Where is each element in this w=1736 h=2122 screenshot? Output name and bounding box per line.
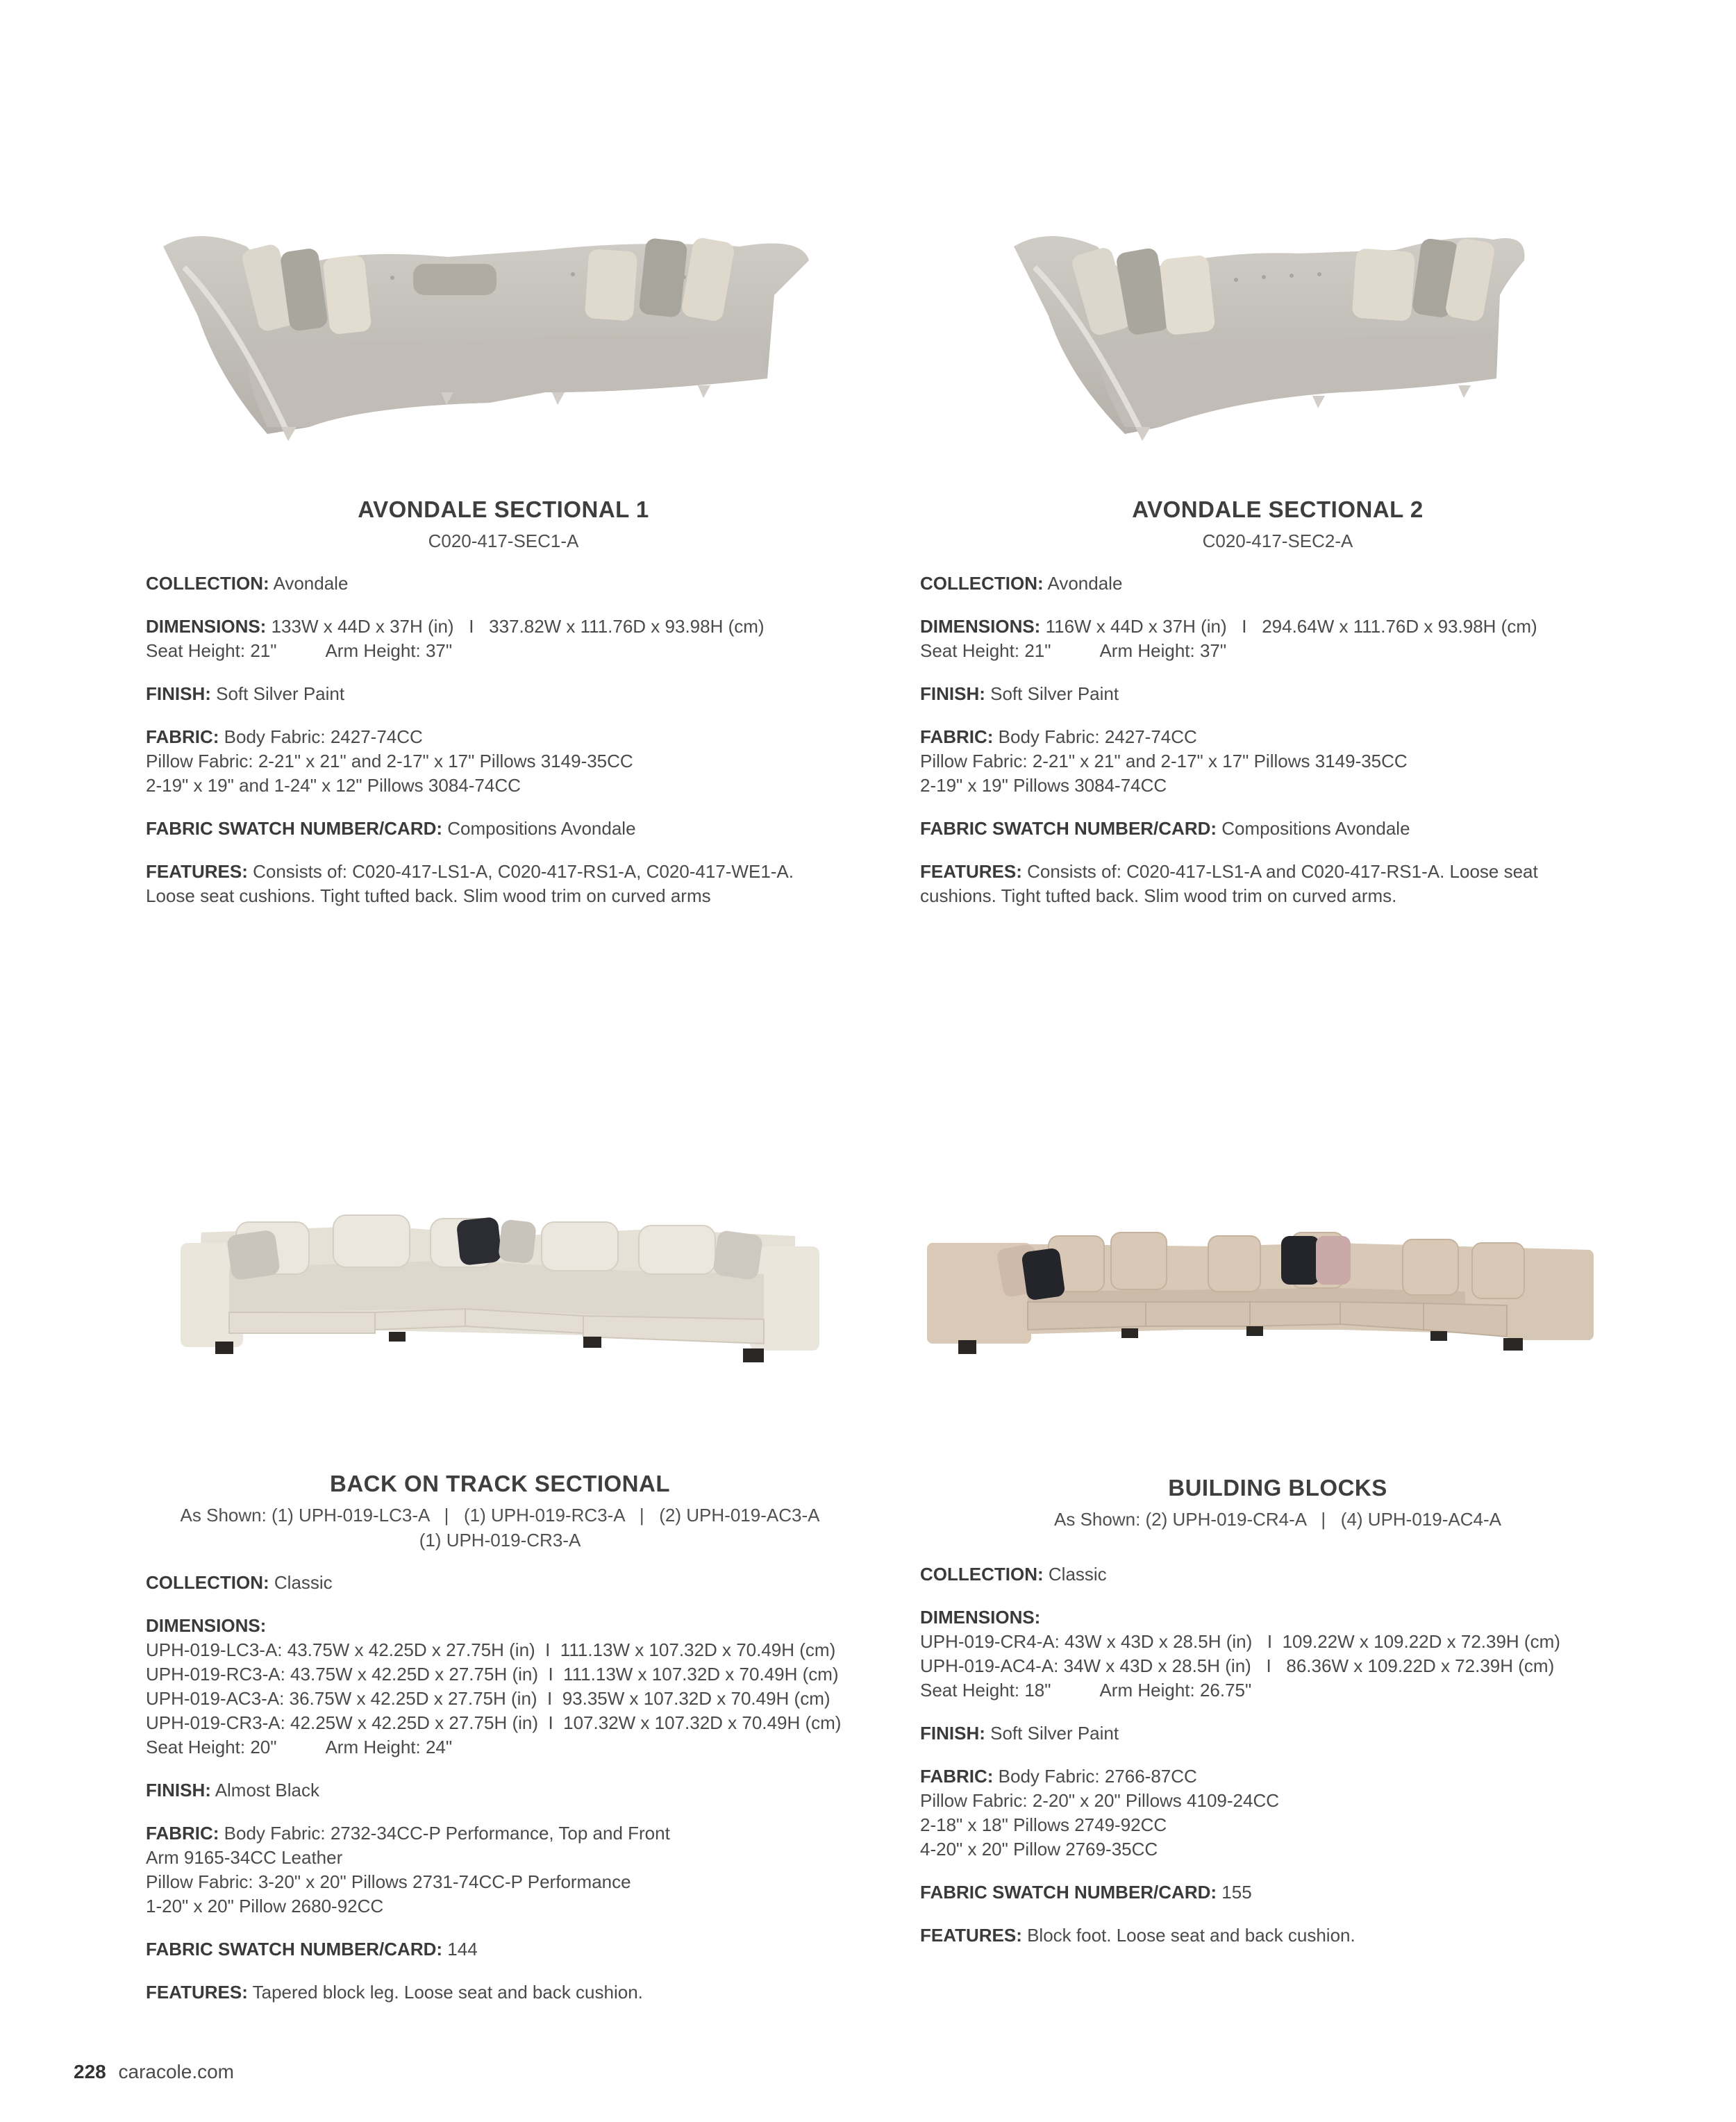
fabric-line: Body Fabric: 2766-87CC <box>998 1766 1197 1787</box>
product-sku-line: As Shown: (2) UPH-019-CR4-A | (4) UPH-019-AC4-A <box>1054 1509 1501 1530</box>
product-sku-line: As Shown: (1) UPH-019-LC3-A | (1) UPH-019-RC3-A | (2) UPH-019-AC3-A <box>180 1505 820 1526</box>
ivory-l-sectional-photo-icon <box>167 1194 830 1368</box>
features-line: Loose seat cushions. Tight tufted back. Slim wood trim on curved arms <box>146 885 711 906</box>
swatch-field <box>920 1880 1635 1905</box>
finish-value: Soft Silver Paint <box>990 683 1119 704</box>
fabric-line: 2-19" x 19" and 1-24" x 12" Pillows 3084-74CC <box>146 775 521 796</box>
finish-value: Soft Silver Paint <box>216 683 345 704</box>
swatch-value: Compositions Avondale <box>1221 818 1410 839</box>
dimensions-value: 133W x 44D x 37H (in) I 337.82W x 111.76D x 93.98H (cm) <box>271 616 765 637</box>
swatch-label: FABRIC SWATCH NUMBER/CARD: <box>146 1939 443 1960</box>
dimensions-field <box>146 615 861 663</box>
product-avondale-sectional-2 <box>920 496 1635 927</box>
features-line: Consists of: C020-417-LS1-A, C020-417-RS1-A, C020-417-WE1-A. <box>253 861 794 882</box>
swatch-label: FABRIC SWATCH NUMBER/CARD: <box>146 818 443 839</box>
collection-label: COLLECTION: <box>146 573 269 594</box>
beige-modular-sectional-photo-icon <box>924 1205 1597 1364</box>
dimensions-label: DIMENSIONS: <box>920 1607 1041 1628</box>
fabric-field <box>920 1764 1635 1862</box>
swatch-value: 144 <box>447 1939 478 1960</box>
arm-height: Arm Height: 37" <box>325 640 453 661</box>
product-sku-line: (1) UPH-019-CR3-A <box>419 1530 581 1551</box>
arm-height: Arm Height: 37" <box>1099 640 1227 661</box>
collection-label: COLLECTION: <box>920 573 1044 594</box>
arm-height: Arm Height: 26.75" <box>1099 1680 1252 1701</box>
finish-field <box>920 1721 1635 1746</box>
features-label: FEATURES: <box>920 861 1022 882</box>
finish-label: FINISH: <box>146 1780 211 1801</box>
collection-field <box>920 571 1635 596</box>
fabric-label: FABRIC: <box>920 1766 994 1787</box>
finish-value: Soft Silver Paint <box>990 1723 1119 1744</box>
finish-value: Almost Black <box>215 1780 319 1801</box>
dimensions-label: DIMENSIONS: <box>146 616 267 637</box>
product-title: BACK ON TRACK SECTIONAL <box>330 1471 670 1496</box>
fabric-line: Pillow Fabric: 3-20" x 20" Pillows 2731-74CC-P Performance <box>146 1871 631 1892</box>
product-photo-avondale-1 <box>156 219 816 441</box>
fabric-line: Arm 9165-34CC Leather <box>146 1847 343 1868</box>
tufted-curved-sectional-photo-icon <box>1007 219 1535 441</box>
site-link[interactable]: caracole.com <box>118 2061 235 2082</box>
collection-value: Avondale <box>273 573 349 594</box>
collection-value: Avondale <box>1047 573 1123 594</box>
dimension-line: UPH-019-RC3-A: 43.75W x 42.25D x 27.75H (in) I 111.13W x 107.32D x 70.49H (cm) <box>146 1664 839 1685</box>
features-label: FEATURES: <box>146 861 248 882</box>
dimension-line: UPH-019-LC3-A: 43.75W x 42.25D x 27.75H (in) I 111.13W x 107.32D x 70.49H (cm) <box>146 1639 836 1660</box>
fabric-label: FABRIC: <box>146 1823 219 1844</box>
dimensions-field <box>920 1605 1635 1703</box>
product-avondale-sectional-1 <box>146 496 861 927</box>
fabric-line: 4-20" x 20" Pillow 2769-35CC <box>920 1839 1158 1860</box>
collection-field <box>920 1562 1635 1587</box>
fabric-label: FABRIC: <box>146 726 219 747</box>
finish-field <box>146 1778 868 1803</box>
product-building-blocks <box>920 1475 1635 1966</box>
seat-height: Seat Height: 20" <box>146 1737 277 1757</box>
product-photo-back-on-track <box>167 1194 830 1368</box>
product-sku: C020-417-SEC2-A <box>1202 530 1353 551</box>
swatch-value: 155 <box>1221 1882 1252 1903</box>
collection-label: COLLECTION: <box>146 1572 269 1593</box>
fabric-line: Pillow Fabric: 2-21" x 21" and 2-17" x 17" Pillows 3149-35CC <box>920 751 1408 771</box>
swatch-value: Compositions Avondale <box>447 818 636 839</box>
dimensions-value: 116W x 44D x 37H (in) I 294.64W x 111.76D x 93.98H (cm) <box>1045 616 1537 637</box>
features-field <box>146 1980 868 2005</box>
finish-field <box>146 682 861 706</box>
dimension-line: UPH-019-CR3-A: 42.25W x 42.25D x 27.75H (in) I 107.32W x 107.32D x 70.49H (cm) <box>146 1712 842 1733</box>
seat-height: Seat Height: 21" <box>146 640 277 661</box>
swatch-field <box>146 1937 868 1962</box>
dimension-line: UPH-019-AC4-A: 34W x 43D x 28.5H (in) I 86.36W x 109.22D x 72.39H (cm) <box>920 1655 1555 1676</box>
fabric-line: 2-19" x 19" Pillows 3084-74CC <box>920 775 1167 796</box>
fabric-field <box>920 725 1635 798</box>
swatch-label: FABRIC SWATCH NUMBER/CARD: <box>920 818 1217 839</box>
fabric-line: Pillow Fabric: 2-21" x 21" and 2-17" x 17" Pillows 3149-35CC <box>146 751 633 771</box>
product-photo-avondale-2 <box>1007 219 1535 441</box>
finish-label: FINISH: <box>920 1723 985 1744</box>
dimensions-field <box>146 1614 868 1760</box>
product-title: AVONDALE SECTIONAL 1 <box>358 496 649 522</box>
product-title: AVONDALE SECTIONAL 2 <box>1132 496 1424 522</box>
features-label: FEATURES: <box>146 1982 248 2003</box>
dimension-line: UPH-019-CR4-A: 43W x 43D x 28.5H (in) I 109.22W x 109.22D x 72.39H (cm) <box>920 1631 1560 1652</box>
features-line: Tapered block leg. Loose seat and back cushion. <box>252 1982 643 2003</box>
fabric-field <box>146 725 861 798</box>
collection-value: Classic <box>1048 1564 1107 1585</box>
product-back-on-track-sectional <box>132 1471 868 2023</box>
features-label: FEATURES: <box>920 1925 1022 1946</box>
tufted-curved-sectional-photo-icon <box>156 219 816 441</box>
collection-field <box>146 1571 868 1595</box>
arm-height: Arm Height: 24" <box>325 1737 453 1757</box>
fabric-line: Pillow Fabric: 2-20" x 20" Pillows 4109-24CC <box>920 1790 1280 1811</box>
fabric-label: FABRIC: <box>920 726 994 747</box>
fabric-line: 2-18" x 18" Pillows 2749-92CC <box>920 1814 1167 1835</box>
dimensions-field <box>920 615 1635 663</box>
fabric-line: Body Fabric: 2427-74CC <box>224 726 423 747</box>
page-footer <box>74 2061 234 2083</box>
features-line: Consists of: C020-417-LS1-A and C020-417-RS1-A. Loose seat <box>1027 861 1538 882</box>
swatch-label: FABRIC SWATCH NUMBER/CARD: <box>920 1882 1217 1903</box>
finish-label: FINISH: <box>146 683 211 704</box>
features-field <box>146 860 861 908</box>
fabric-line: 1-20" x 20" Pillow 2680-92CC <box>146 1896 384 1916</box>
collection-label: COLLECTION: <box>920 1564 1044 1585</box>
collection-field <box>146 571 861 596</box>
features-line: cushions. Tight tufted back. Slim wood trim on curved arms. <box>920 885 1397 906</box>
page-number: 228 <box>74 2061 106 2082</box>
fabric-line: Body Fabric: 2732-34CC-P Performance, Top and Front <box>224 1823 670 1844</box>
dimension-line: UPH-019-AC3-A: 36.75W x 42.25D x 27.75H (in) I 93.35W x 107.32D x 70.49H (cm) <box>146 1688 831 1709</box>
product-photo-building-blocks <box>924 1205 1597 1364</box>
fabric-line: Body Fabric: 2427-74CC <box>998 726 1197 747</box>
seat-height: Seat Height: 21" <box>920 640 1051 661</box>
fabric-field <box>146 1821 868 1919</box>
dimensions-label: DIMENSIONS: <box>920 616 1041 637</box>
features-line: Block foot. Loose seat and back cushion. <box>1027 1925 1355 1946</box>
product-title: BUILDING BLOCKS <box>1168 1475 1387 1501</box>
swatch-field <box>146 817 861 841</box>
product-sku: C020-417-SEC1-A <box>428 530 579 551</box>
seat-height: Seat Height: 18" <box>920 1680 1051 1701</box>
collection-value: Classic <box>274 1572 333 1593</box>
finish-label: FINISH: <box>920 683 985 704</box>
features-field <box>920 1923 1635 1948</box>
swatch-field <box>920 817 1635 841</box>
features-field <box>920 860 1635 908</box>
dimensions-label: DIMENSIONS: <box>146 1615 267 1636</box>
finish-field <box>920 682 1635 706</box>
